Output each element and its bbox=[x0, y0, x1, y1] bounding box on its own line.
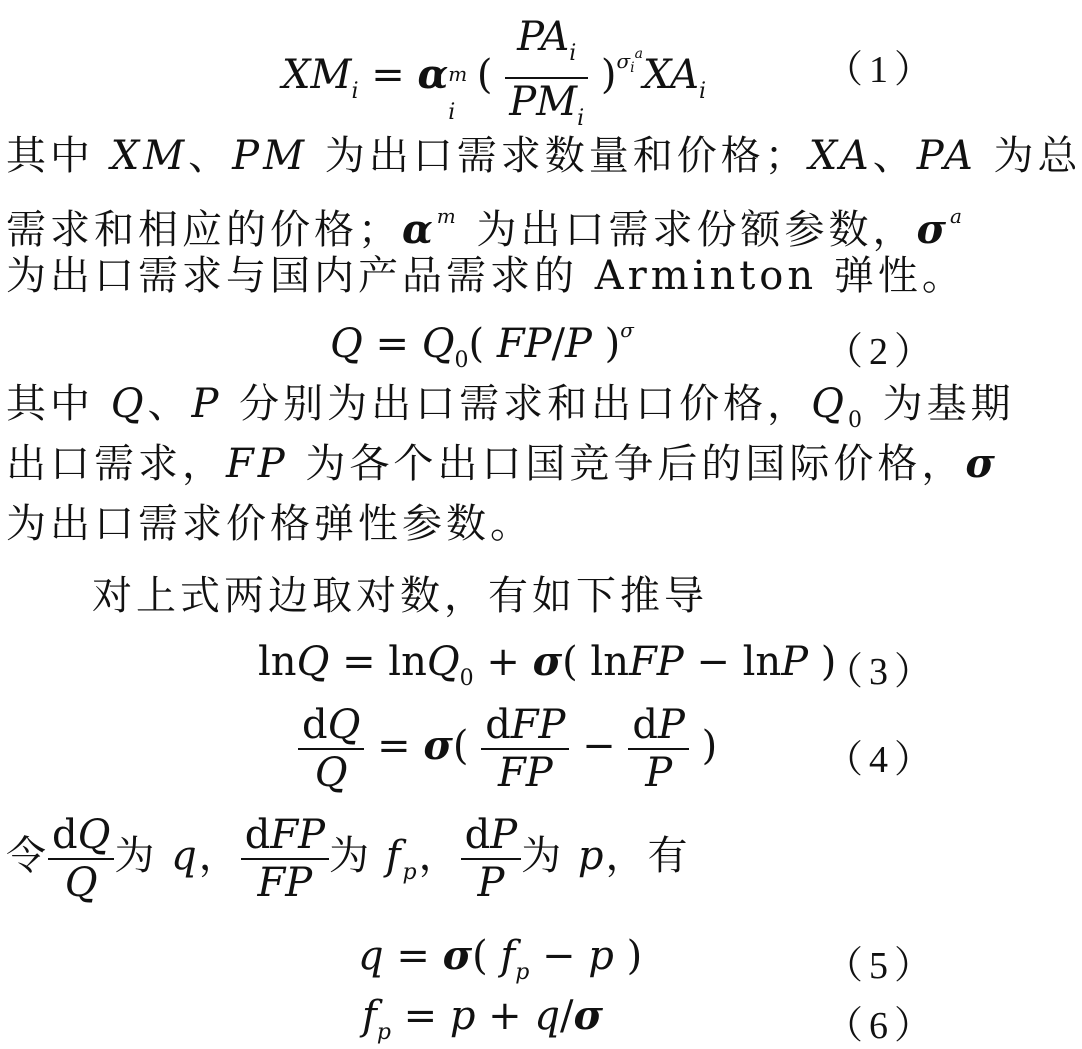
equation-1-formula: $XM_i = \alpha$ m i ( $\frac{PA_i}{PM_i}$ )$^{\sigma_i^a}XA_i$ bbox=[282, 14, 706, 142]
equation-3 bbox=[0, 634, 948, 694]
equation-2-formula: $Q = Q_0$( FP/P )$^\sigma$ bbox=[330, 318, 634, 373]
equation-2 bbox=[0, 310, 948, 374]
equation-1 bbox=[0, 6, 948, 131]
paragraph-substitution bbox=[0, 808, 948, 918]
equation-4 bbox=[0, 700, 948, 804]
equation-5 bbox=[0, 930, 948, 988]
paragraph-line: 出口需求，FP 为各个出口国竞争后的国际价格，σ bbox=[6, 440, 999, 487]
equation-4-formula: $\frac{dQ}{Q}$ = σ( $\frac{\text{dFP}}{FP}$ − $\frac{dP}{P}$ ) bbox=[298, 702, 717, 796]
paragraph-line: 为出口需求价格弹性参数。 bbox=[6, 501, 534, 547]
substitution-line: 令 $\frac{dQ}{Q}$ 为 q， $\frac{\text{dFP}}{FP}$ 为 $f_p$， $\frac{dP}{P}$ 为 p，有 bbox=[6, 812, 690, 906]
equation-4-number: （4） bbox=[824, 739, 938, 781]
paragraph-line: 对上式两边取对数，有如下推导 bbox=[92, 573, 708, 619]
paragraph-variable-definitions bbox=[6, 126, 1082, 306]
equation-6-number: （6） bbox=[824, 1005, 938, 1047]
paragraph-line: 为出口需求与国内产品需求的 Arminton 弹性。 bbox=[6, 253, 966, 299]
paragraph-line: 其中 Q、P 分别为出口需求和出口价格，$Q_0$ 为基期 bbox=[6, 381, 1015, 433]
equation-3-formula: lnQ = lnQ$_0$ + σ( lnFP − lnP ) bbox=[258, 638, 837, 691]
paragraph-line: 其中 XM、PM 为出口需求数量和价格；XA、PA 为总 bbox=[6, 133, 1082, 179]
equation-2-number: （2） bbox=[824, 331, 938, 373]
equation-3-number: （3） bbox=[824, 651, 938, 693]
paragraph-derivation-intro bbox=[6, 566, 942, 626]
equation-5-number: （5） bbox=[824, 945, 938, 987]
equation-5-formula: q = σ( $f_p - p$ ) bbox=[358, 932, 643, 985]
equation-6 bbox=[0, 990, 948, 1048]
equation-1-number: （1） bbox=[824, 49, 938, 91]
equation-6-formula: $f_p = p + q/\sigma$ bbox=[362, 992, 604, 1045]
paragraph-line: 需求和相应的价格；$\alpha^m$ 为出口需求份额参数，$\sigma^a$ bbox=[6, 204, 966, 253]
paragraph-price-definitions bbox=[6, 374, 1015, 554]
